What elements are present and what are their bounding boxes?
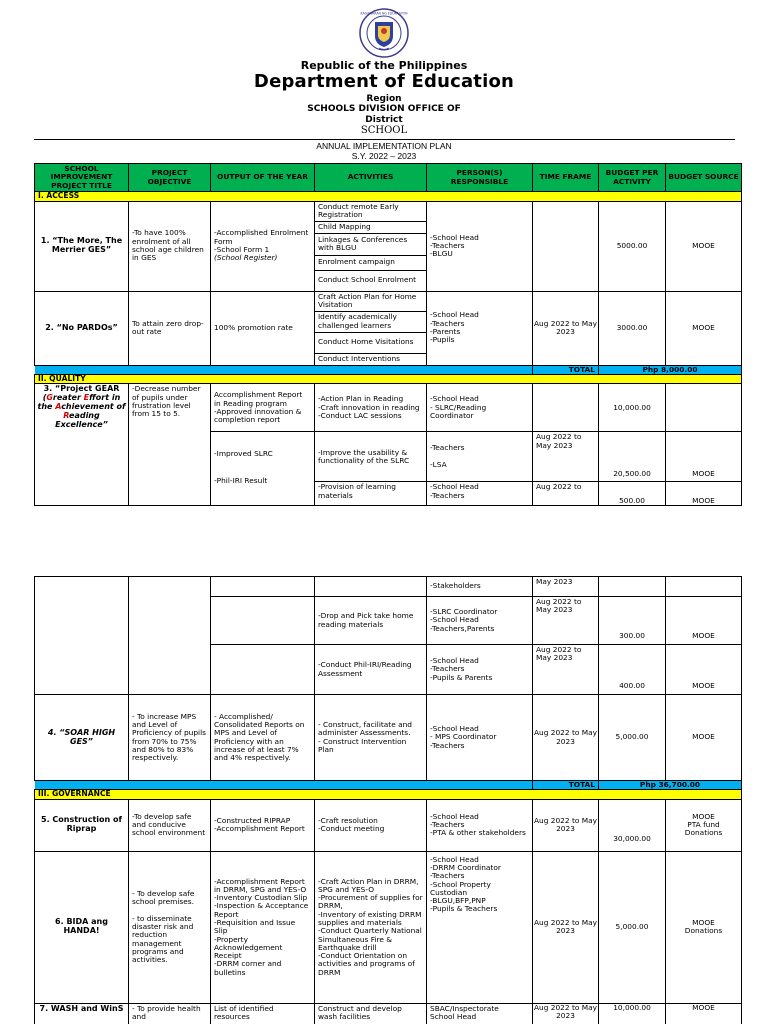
- persons-cell: -School Head -Teachers -PTA & other stakeholders: [427, 799, 533, 851]
- output-text: -Improved SLRC: [214, 449, 273, 459]
- activity-cell: Linkages & Conferences with BLGU: [315, 233, 427, 255]
- source-cell: MOOE: [666, 291, 742, 365]
- source-cell: MOOE: [666, 432, 742, 482]
- budget-cell: 3000.00: [599, 291, 666, 365]
- persons-cell: -School Head -DRRM Coordinator -Teachers -School Property Custodian -BLGU,BFP,PNP -Pupils & Teachers: [427, 851, 533, 1003]
- project-objective: -To develop safe and conducive school environment: [129, 799, 211, 851]
- time-cell: Aug 2022 to May 2023: [533, 1003, 599, 1024]
- budget-cell: 400.00: [599, 645, 666, 695]
- seal-text: KAGAWARAN NG EDUKASYON: [360, 11, 408, 16]
- activity-cell: Craft Action Plan for Home Visitation: [315, 291, 427, 311]
- table-row: [35, 1003, 742, 1024]
- persons-cell: -Teachers -LSA: [427, 432, 533, 482]
- title-part: chievement of: [61, 402, 126, 412]
- project-objective: - To increase MPS and Level of Proficiency of pupils from 70% to 75% and 80% to 83% respectively.: [129, 695, 211, 781]
- time-cell: Aug 2022 to May 2023: [533, 851, 599, 1003]
- school-heading: SCHOOL: [360, 125, 408, 136]
- section-label: II. QUALITY: [35, 374, 742, 384]
- table-row: [35, 799, 742, 851]
- project-objective: To attain zero drop-out rate: [129, 291, 211, 365]
- title-part: reater: [52, 393, 84, 403]
- persons-cell: -School Head -Teachers: [427, 482, 533, 506]
- activity-cell: Child Mapping: [315, 221, 427, 233]
- output-cell: -Constructed RIPRAP -Accomplishment Report: [211, 799, 315, 851]
- activity-cell: -Improve the usability & functionality of the SLRC: [315, 432, 427, 482]
- activity-cell: -Action Plan in Reading -Craft innovation in reading -Conduct LAC sessions: [315, 384, 427, 432]
- table-row: [35, 695, 742, 781]
- project-objective: -To have 100% enrolment of all school age children in GES: [129, 201, 211, 291]
- activity-cell: Conduct School Enrolment: [315, 270, 427, 291]
- source-cell: MOOE: [666, 597, 742, 645]
- activity-cell: - Construct, facilitate and administer Assessments. - Construct Intervention Plan: [315, 695, 427, 781]
- project-title: [35, 695, 129, 781]
- title-letter: A: [55, 402, 62, 412]
- persons-cell: -School Head - MPS Coordinator -Teachers: [427, 695, 533, 781]
- source-cell: MOOE Donations: [666, 851, 742, 1003]
- col-header-activities: ACTIVITIES: [315, 164, 427, 192]
- output-cell: - Accomplished/ Consolidated Reports on MPS and Level of Proficiency with an increase of at least 7% and 4% respectively.: [211, 695, 315, 781]
- project-objective: - To develop safe school premises. - to disseminate disaster risk and reduction management programs and activities.: [129, 851, 211, 1003]
- col-header-objective: PROJECT OBJECTIVE: [129, 164, 211, 192]
- aip-table-page-2: [34, 576, 742, 1024]
- title-part: ffort in the: [37, 393, 121, 412]
- total-value: Php 36,700.00: [599, 781, 742, 790]
- plan-title: ANNUAL IMPLEMENTATION PLAN: [316, 141, 452, 151]
- department-heading: Department of Education: [253, 71, 515, 92]
- title-letter: E: [83, 393, 90, 403]
- sdo-heading: SCHOOLS DIVISION OFFICE OF: [307, 104, 461, 114]
- activity-cell: Conduct remote Early Registration: [315, 201, 427, 221]
- table-row: [35, 851, 742, 1003]
- header-divider: [34, 139, 735, 140]
- time-cell: Aug 2022 to May 2023: [533, 695, 599, 781]
- project-title: 2. “No PARDOs”: [35, 291, 129, 365]
- title-letter: R: [63, 411, 70, 421]
- col-header-title: SCHOOL IMPROVEMENT PROJECT TITLE: [35, 164, 129, 192]
- persons-cell: -School Head -Teachers -BLGU: [427, 201, 533, 291]
- section-label: III. GOVERNANCE: [35, 790, 742, 800]
- output-italic-text: (School Register): [214, 253, 278, 263]
- time-cell: Aug 2022 to May 2023: [533, 799, 599, 851]
- budget-cell: 10,000.00: [599, 1003, 666, 1024]
- col-header-source: BUDGET SOURCE: [666, 164, 742, 192]
- source-cell: MOOE: [666, 695, 742, 781]
- budget-cell: 5000.00: [599, 201, 666, 291]
- persons-cell: -School Head -Teachers -Pupils & Parents: [427, 645, 533, 695]
- project-output: [211, 201, 315, 291]
- output-cell: List of identified resources: [211, 1003, 315, 1024]
- source-cell: MOOE: [666, 482, 742, 506]
- title-text: 4. “SOAR HIGH GES”: [47, 727, 116, 746]
- source-cell: MOOE PTA fund Donations: [666, 799, 742, 851]
- table-row: [35, 291, 742, 311]
- activity-cell: -Conduct Phil-IRI/Reading Assessment: [315, 645, 427, 695]
- section-row-governance: [35, 790, 742, 800]
- activity-cell: [315, 577, 427, 597]
- table-row: [35, 384, 742, 432]
- activity-cell: Conduct Interventions: [315, 353, 427, 365]
- section-row-quality: [35, 374, 742, 384]
- time-cell: [533, 201, 599, 291]
- aip-table-page-1: [34, 163, 742, 506]
- district-heading: District: [365, 115, 403, 125]
- persons-cell: -SLRC Coordinator -School Head -Teachers,Parents: [427, 597, 533, 645]
- time-cell: Aug 2022 to May 2023: [533, 432, 599, 482]
- output-cell: [211, 645, 315, 695]
- col-header-persons: PERSON(S) RESPONSIBLE: [427, 164, 533, 192]
- total-blank: [35, 365, 533, 374]
- project-title-continued: [35, 577, 129, 695]
- activity-cell: Identify academically challenged learners: [315, 311, 427, 332]
- output-cell: [211, 577, 315, 597]
- total-row-quality: [35, 781, 742, 790]
- project-objective: - To provide health and: [129, 1003, 211, 1024]
- project-title: 6. BIDA ang HANDA!: [35, 851, 129, 1003]
- project-output: 100% promotion rate: [211, 291, 315, 365]
- source-cell: MOOE: [666, 645, 742, 695]
- total-value: Php 8,000.00: [599, 365, 742, 374]
- output-cell: Accomplishment Report in Reading program -Approved innovation & completion report: [211, 384, 315, 432]
- budget-cell: [599, 577, 666, 597]
- title-letter: G: [46, 393, 53, 403]
- project-title: [35, 384, 129, 506]
- region-heading: Region: [366, 94, 402, 104]
- time-cell: Aug 2022 to May 2023: [533, 645, 599, 695]
- deped-seal-icon: [359, 8, 409, 58]
- output-cell: [211, 432, 315, 506]
- output-text: -Accomplished Enrolment Form -School Form 1: [214, 228, 309, 254]
- time-cell: Aug 2022 to: [533, 482, 599, 506]
- source-cell: MOOE: [666, 1003, 742, 1024]
- time-cell: May 2023: [533, 577, 599, 597]
- persons-cell: SBAC/Inspectorate School Head: [427, 1003, 533, 1024]
- persons-cell: -School Head -Teachers -Parents -Pupils: [427, 291, 533, 365]
- col-header-budget: BUDGET PER ACTIVITY: [599, 164, 666, 192]
- title-part: eading Excellence”: [55, 411, 108, 430]
- source-cell: [666, 384, 742, 432]
- source-cell: [666, 577, 742, 597]
- total-blank: [35, 781, 533, 790]
- total-row-access: [35, 365, 742, 374]
- project-title: 1. “The More, The Merrier GES”: [35, 201, 129, 291]
- persons-cell: -School Head - SLRC/Reading Coordinator: [427, 384, 533, 432]
- budget-cell: 10,000.00: [599, 384, 666, 432]
- budget-cell: 500.00: [599, 482, 666, 506]
- table-row: [35, 201, 742, 221]
- activity-cell: -Craft Action Plan in DRRM, SPG and YES-O -Procurement of supplies for DRRM, -Inventory of existing DRRM supplies and materials -Conduct Quarterly National Simultaneous Fire & Earthquake drill -Conduct Orientation on activities and programs of DRRM: [315, 851, 427, 1003]
- republic-heading: Republic of the Philippines: [300, 59, 468, 72]
- budget-cell: 30,000.00: [599, 799, 666, 851]
- output-text: -Phil-IRI Result: [214, 475, 268, 485]
- budget-cell: 20,500.00: [599, 432, 666, 482]
- section-label: I. ACCESS: [35, 192, 742, 202]
- section-row-access: [35, 192, 742, 202]
- total-label: TOTAL: [533, 781, 599, 790]
- project-title: 7. WASH and WinS: [35, 1003, 129, 1024]
- output-cell: [211, 597, 315, 645]
- col-header-time: TIME FRAME: [533, 164, 599, 192]
- activity-cell: -Provision of learning materials: [315, 482, 427, 506]
- project-objective-continued: [129, 577, 211, 695]
- table-row: [35, 577, 742, 597]
- budget-cell: 300.00: [599, 597, 666, 645]
- activity-cell: Construct and develop wash facilities: [315, 1003, 427, 1024]
- project-objective: -Decrease number of pupils under frustration level from 15 to 5.: [129, 384, 211, 506]
- title-part: 3. “Project GEAR: [43, 384, 120, 394]
- total-label: TOTAL: [533, 365, 599, 374]
- activity-cell: Enrolment campaign: [315, 255, 427, 270]
- time-cell: Aug 2022 to May 2023: [533, 597, 599, 645]
- activity-cell: Conduct Home Visitations: [315, 332, 427, 353]
- project-title: 5. Construction of Riprap: [35, 799, 129, 851]
- table-header-row: [35, 164, 742, 192]
- time-cell: [533, 384, 599, 432]
- school-year: S.Y. 2022 – 2023: [351, 151, 417, 161]
- budget-cell: 5,000.00: [599, 695, 666, 781]
- output-cell: -Accomplishment Report in DRRM, SPG and YES-O -Inventory Custodian Slip -Inspection & Acceptance Report -Requisition and Issue Slip -Property Acknowledgement Receipt -DRRM corner and bulletins: [211, 851, 315, 1003]
- activity-cell: -Craft resolution -Conduct meeting: [315, 799, 427, 851]
- source-cell: MOOE: [666, 201, 742, 291]
- col-header-output: OUTPUT OF THE YEAR: [211, 164, 315, 192]
- time-cell: Aug 2022 to May 2023: [533, 291, 599, 365]
- budget-cell: 5,000.00: [599, 851, 666, 1003]
- activity-cell: -Drop and Pick take home reading materials: [315, 597, 427, 645]
- title-part: (: [42, 393, 47, 403]
- persons-cell: -Stakeholders: [427, 577, 533, 597]
